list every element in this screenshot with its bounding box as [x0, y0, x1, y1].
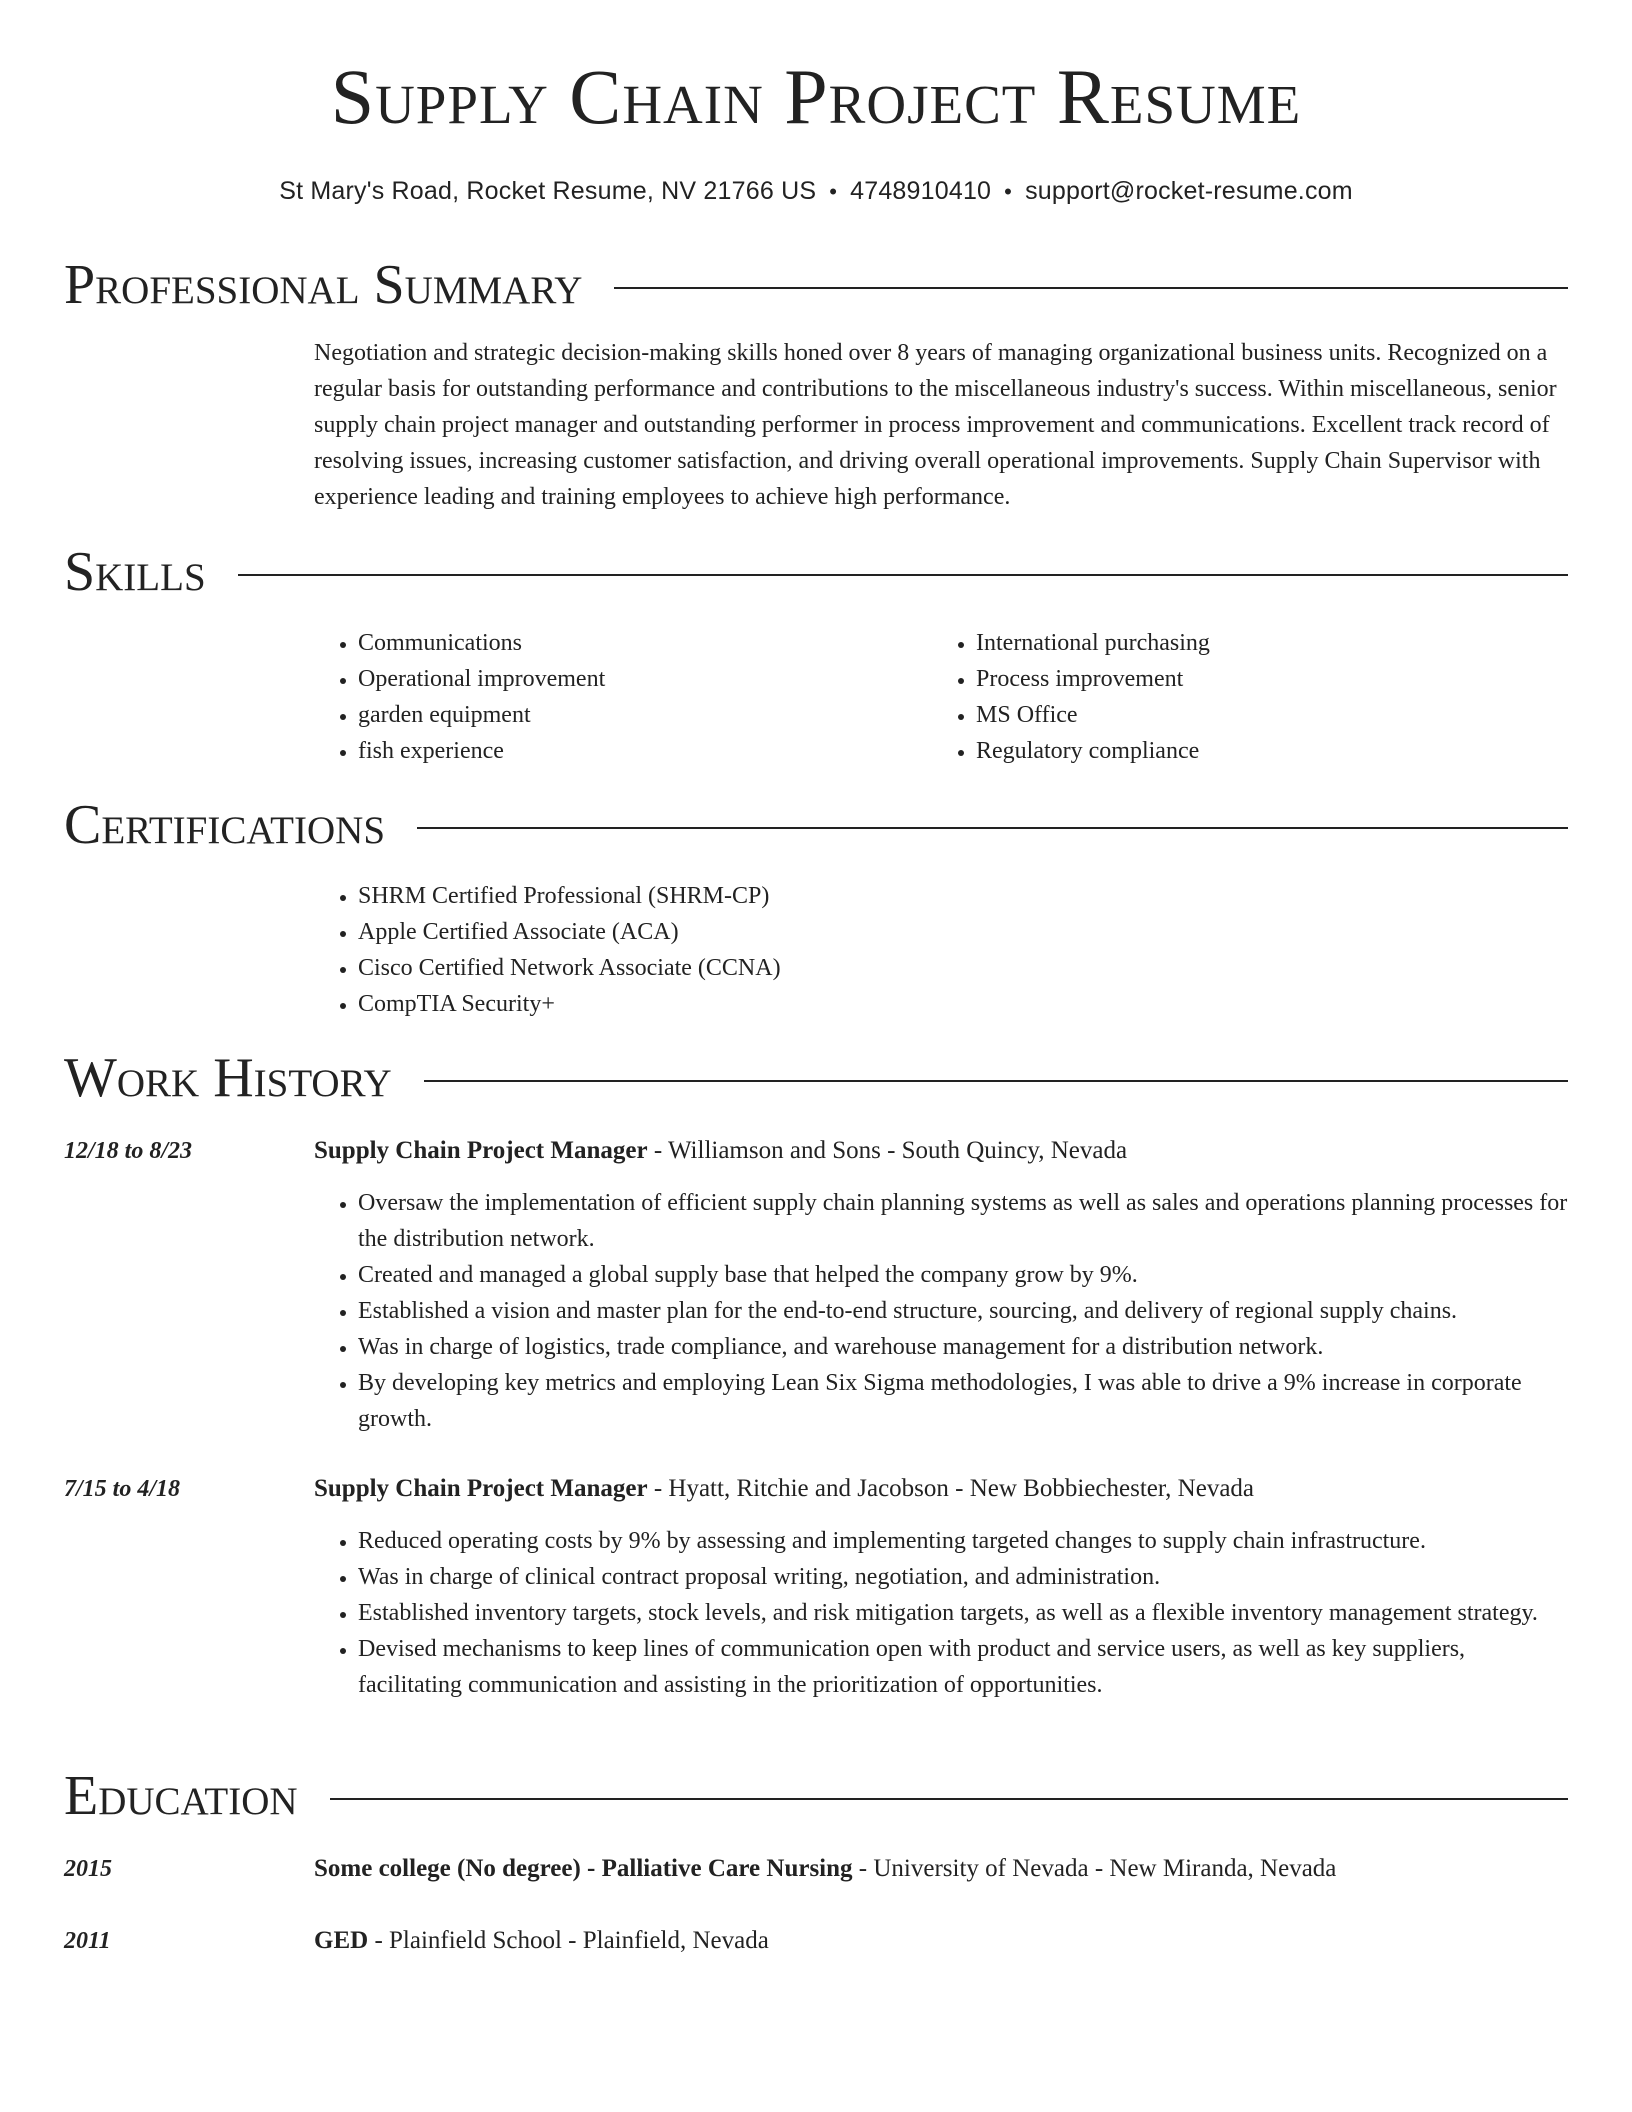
section-divider — [238, 574, 1568, 576]
job-bullet: • Established a vision and master plan for the end-to-end structure, sourcing, and delivery of regional supply chains. — [358, 1293, 1568, 1329]
job-dates: 7/15 to 4/18 — [64, 1476, 181, 1502]
section-divider — [330, 1798, 1568, 1800]
section-heading-label: Education — [64, 1765, 298, 1827]
contact-separator: • — [829, 179, 838, 204]
section-divider — [424, 1080, 1568, 1082]
job-bullet: • Established inventory targets, stock levels, and risk mitigation targets, as well as a flexible inventory management strategy. — [358, 1595, 1568, 1631]
section-heading-label: Skills — [64, 541, 206, 603]
skill-item: • MS Office — [976, 697, 1550, 733]
job-bullet: • By developing key metrics and employing Lean Six Sigma methodologies, I was able to drive a 9% increase in corporate growth. — [358, 1365, 1568, 1437]
section-heading-certifications — [64, 790, 1568, 860]
job-bullet: • Devised mechanisms to keep lines of communication open with product and service users, as well as key suppliers, facilitating communication and assisting in the prioritization of opportunities. — [358, 1631, 1568, 1703]
section-heading-label: Professional Summary — [64, 254, 583, 316]
section-heading-label: Work History — [64, 1047, 392, 1109]
section-divider — [417, 827, 1568, 829]
job-headline — [314, 1133, 1568, 1169]
education-year: 2011 — [64, 1928, 111, 1954]
education-body — [314, 1851, 1568, 1887]
education-degree: GED — [314, 1927, 369, 1954]
skill-item: • garden equipment — [358, 697, 932, 733]
certification-item: • Apple Certified Associate (ACA) — [358, 914, 1568, 950]
certification-item: • Cisco Certified Network Associate (CCNA) — [358, 950, 1568, 986]
education-school-location: - Plainfield School - Plainfield, Nevada — [368, 1927, 769, 1954]
section-heading-work-history — [64, 1043, 1568, 1113]
skill-item: • Regulatory compliance — [976, 733, 1550, 769]
job-bullet: • Oversaw the implementation of efficient supply chain planning systems as well as sales and operations planning processes for the distribution network. — [358, 1185, 1568, 1257]
education-body — [314, 1923, 1568, 1959]
education-headline — [314, 1851, 1568, 1887]
section-heading-label: Certifications — [64, 794, 386, 856]
job-bullet: • Was in charge of clinical contract proposal writing, negotiation, and administration. — [358, 1559, 1568, 1595]
job-bullet: • Reduced operating costs by 9% by assessing and implementing targeted changes to supply chain infrastructure. — [358, 1523, 1568, 1559]
job-role: Supply Chain Project Manager — [314, 1137, 648, 1164]
section-heading-education — [64, 1761, 1568, 1831]
skill-item: • International purchasing — [976, 625, 1550, 661]
skill-item: • Process improvement — [976, 661, 1550, 697]
contact-email: support@rocket-resume.com — [1025, 177, 1353, 205]
skills-column-right — [932, 625, 1550, 769]
summary-text: Negotiation and strategic decision-making skills honed over 8 years of managing organizational business units. Recognized on a regular basis for outstanding performance and contributions to the miscellaneous industry's success. Within miscellaneous, senior supply chain project manager and outstanding performer in process improvement and communications. Excellent track record of resolving issues, increasing customer satisfaction, and driving overall operational improvements. Supply Chain Supervisor with experience leading and training employees to achieve high performance. — [314, 340, 1557, 510]
summary-block — [314, 335, 1568, 515]
skill-item: • Communications — [358, 625, 932, 661]
section-heading-summary — [64, 250, 1568, 320]
education-year: 2015 — [64, 1856, 112, 1882]
job-dates: 12/18 to 8/23 — [64, 1138, 193, 1164]
skills-column-left — [314, 625, 932, 769]
certifications-list — [314, 878, 1568, 1022]
education-headline — [314, 1923, 1568, 1959]
job-body — [314, 1471, 1568, 1703]
contact-separator: • — [1004, 179, 1013, 204]
job-bullet: • Created and managed a global supply base that helped the company grow by 9%. — [358, 1257, 1568, 1293]
job-employer-location: - Williamson and Sons - South Quincy, Nevada — [647, 1137, 1128, 1164]
job-body — [314, 1133, 1568, 1437]
education-school-location: - University of Nevada - New Miranda, Nevada — [852, 1855, 1337, 1882]
skill-item: • Operational improvement — [358, 661, 932, 697]
certification-item: • SHRM Certified Professional (SHRM-CP) — [358, 878, 1568, 914]
job-bullet: • Was in charge of logistics, trade compliance, and warehouse management for a distribution network. — [358, 1329, 1568, 1365]
section-divider — [614, 287, 1568, 289]
section-heading-skills — [64, 537, 1568, 607]
resume-title: Supply Chain Project Resume — [330, 53, 1302, 140]
education-degree: Some college (No degree) - Palliative Care Nursing — [314, 1855, 853, 1882]
skills-list — [314, 625, 1568, 769]
contact-address: St Mary's Road, Rocket Resume, NV 21766 US — [279, 177, 817, 205]
job-employer-location: - Hyatt, Ritchie and Jacobson - New Bobbiechester, Nevada — [647, 1475, 1255, 1502]
certification-item: • CompTIA Security+ — [358, 986, 1568, 1022]
job-headline — [314, 1471, 1568, 1507]
contact-phone: 4748910410 — [850, 177, 992, 205]
skill-item: • fish experience — [358, 733, 932, 769]
job-role: Supply Chain Project Manager — [314, 1475, 648, 1502]
contact-line — [0, 175, 1632, 208]
